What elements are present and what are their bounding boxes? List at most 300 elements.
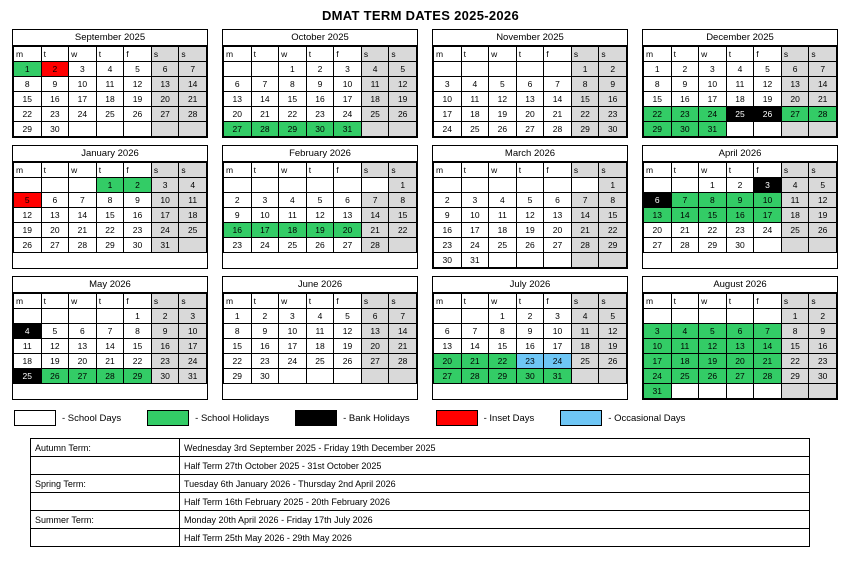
day-cell: 20 — [434, 354, 462, 369]
day-cell: 5 — [516, 193, 544, 208]
month-table — [13, 162, 207, 253]
day-cell: 21 — [461, 354, 489, 369]
day-cell: 16 — [434, 223, 462, 238]
day-cell: 13 — [224, 92, 252, 107]
day-cell: 30 — [151, 369, 179, 384]
empty-cell — [389, 369, 417, 384]
day-cell: 9 — [599, 77, 627, 92]
day-cell: 26 — [306, 238, 334, 253]
day-cell: 12 — [809, 193, 837, 208]
day-cell: 15 — [599, 208, 627, 223]
day-cell: 13 — [726, 339, 754, 354]
weekday-header: t — [41, 47, 69, 62]
empty-cell — [544, 253, 572, 268]
day-cell: 8 — [14, 77, 42, 92]
day-cell: 6 — [361, 309, 389, 324]
blank-cell — [644, 178, 672, 193]
day-cell: 1 — [96, 178, 124, 193]
day-cell: 11 — [726, 77, 754, 92]
day-cell: 1 — [699, 178, 727, 193]
weekday-header: m — [434, 47, 462, 62]
day-cell: 15 — [96, 208, 124, 223]
day-cell: 24 — [644, 369, 672, 384]
day-cell: 2 — [306, 62, 334, 77]
day-cell: 23 — [124, 223, 152, 238]
day-cell: 28 — [69, 238, 97, 253]
day-cell: 9 — [809, 324, 837, 339]
weekday-header: t — [251, 47, 279, 62]
legend-label: - Inset Days — [483, 412, 535, 424]
day-cell: 11 — [781, 193, 809, 208]
blank-cell — [461, 62, 489, 77]
week-row — [14, 193, 207, 208]
day-cell: 30 — [124, 238, 152, 253]
empty-cell — [754, 122, 782, 137]
week-row — [434, 223, 627, 238]
weekday-header: f — [754, 294, 782, 309]
day-cell: 8 — [644, 77, 672, 92]
week-row — [644, 62, 837, 77]
weekday-header: t — [726, 294, 754, 309]
day-cell: 8 — [489, 324, 517, 339]
blank-cell — [544, 178, 572, 193]
day-cell: 21 — [809, 92, 837, 107]
day-cell: 23 — [306, 107, 334, 122]
day-cell: 9 — [224, 208, 252, 223]
day-cell: 14 — [69, 208, 97, 223]
week-row — [224, 193, 417, 208]
weekday-header: s — [571, 47, 599, 62]
day-cell: 9 — [151, 324, 179, 339]
day-cell: 26 — [516, 238, 544, 253]
day-cell: 12 — [699, 339, 727, 354]
day-cell: 23 — [41, 107, 69, 122]
week-row — [224, 77, 417, 92]
day-cell: 27 — [726, 369, 754, 384]
empty-cell — [671, 384, 699, 399]
day-cell: 19 — [489, 107, 517, 122]
weekday-header: f — [544, 163, 572, 178]
day-cell: 10 — [644, 339, 672, 354]
empty-cell — [306, 369, 334, 384]
day-cell: 26 — [389, 107, 417, 122]
weekday-header: s — [179, 47, 207, 62]
blank-cell — [251, 178, 279, 193]
week-row — [644, 208, 837, 223]
weekday-header: t — [96, 47, 124, 62]
weekday-header: w — [489, 294, 517, 309]
month-name: June 2026 — [223, 277, 417, 293]
day-cell: 25 — [179, 223, 207, 238]
day-cell: 2 — [124, 178, 152, 193]
day-cell: 9 — [306, 77, 334, 92]
day-cell: 15 — [699, 208, 727, 223]
weekday-header: t — [516, 163, 544, 178]
week-row — [224, 354, 417, 369]
day-cell: 21 — [571, 223, 599, 238]
week-row — [224, 62, 417, 77]
term-label — [31, 529, 180, 547]
weekday-header: w — [279, 294, 307, 309]
weekday-header: s — [151, 47, 179, 62]
day-cell: 24 — [754, 223, 782, 238]
day-cell: 3 — [644, 324, 672, 339]
blank-cell — [41, 178, 69, 193]
day-cell: 28 — [389, 354, 417, 369]
month-name: March 2026 — [433, 146, 627, 162]
weekday-header: t — [251, 294, 279, 309]
empty-cell — [699, 384, 727, 399]
day-cell: 9 — [251, 324, 279, 339]
week-row — [644, 178, 837, 193]
term-label — [31, 493, 180, 511]
day-cell: 3 — [544, 309, 572, 324]
weekday-header: s — [389, 294, 417, 309]
blank-cell — [41, 309, 69, 324]
day-cell: 6 — [151, 62, 179, 77]
day-cell: 16 — [599, 92, 627, 107]
empty-cell — [151, 122, 179, 137]
month-table — [223, 46, 417, 137]
legend-item-occasional-days — [560, 410, 685, 426]
day-cell: 17 — [754, 208, 782, 223]
day-cell: 19 — [754, 92, 782, 107]
month-block — [222, 145, 418, 269]
week-row — [644, 92, 837, 107]
week-row — [224, 122, 417, 137]
day-cell: 23 — [599, 107, 627, 122]
day-cell: 17 — [251, 223, 279, 238]
day-cell: 21 — [361, 223, 389, 238]
blank-cell — [361, 178, 389, 193]
day-cell: 12 — [14, 208, 42, 223]
day-cell: 15 — [489, 339, 517, 354]
day-cell: 14 — [544, 92, 572, 107]
month-table — [13, 293, 207, 384]
week-row — [224, 238, 417, 253]
weekday-header-row — [434, 163, 627, 178]
day-cell: 15 — [389, 208, 417, 223]
weekday-header: t — [461, 47, 489, 62]
blank-cell — [516, 178, 544, 193]
day-cell: 21 — [251, 107, 279, 122]
weekday-header: t — [461, 294, 489, 309]
day-cell: 27 — [434, 369, 462, 384]
empty-cell — [361, 369, 389, 384]
weekday-header-row — [434, 47, 627, 62]
legend-item-school-holidays — [147, 410, 269, 426]
day-cell: 30 — [599, 122, 627, 137]
weekday-header: s — [599, 294, 627, 309]
weekday-header: s — [179, 163, 207, 178]
blank-cell — [516, 62, 544, 77]
day-cell: 7 — [754, 324, 782, 339]
week-row — [14, 369, 207, 384]
day-cell: 13 — [781, 77, 809, 92]
blank-cell — [224, 178, 252, 193]
day-cell: 21 — [389, 339, 417, 354]
week-row — [434, 253, 627, 268]
empty-cell — [781, 238, 809, 253]
weekday-header-row — [224, 47, 417, 62]
day-cell: 19 — [599, 339, 627, 354]
day-cell: 16 — [809, 339, 837, 354]
weekday-header-row — [224, 294, 417, 309]
day-cell: 30 — [251, 369, 279, 384]
blank-cell — [571, 178, 599, 193]
legend-item-bank-holidays — [295, 410, 410, 426]
legend-swatch-icon — [147, 410, 189, 426]
day-cell: 10 — [461, 208, 489, 223]
day-cell: 9 — [124, 193, 152, 208]
day-cell: 21 — [754, 354, 782, 369]
day-cell: 15 — [14, 92, 42, 107]
weekday-header: s — [571, 294, 599, 309]
weekday-header: s — [599, 47, 627, 62]
week-row — [434, 62, 627, 77]
day-cell: 7 — [179, 62, 207, 77]
day-cell: 25 — [14, 369, 42, 384]
weekday-header-row — [14, 47, 207, 62]
day-cell: 1 — [644, 62, 672, 77]
day-cell: 14 — [754, 339, 782, 354]
blank-cell — [461, 309, 489, 324]
day-cell: 3 — [334, 62, 362, 77]
calendar-grid — [0, 29, 841, 400]
day-cell: 4 — [361, 62, 389, 77]
day-cell: 3 — [434, 77, 462, 92]
day-cell: 17 — [279, 339, 307, 354]
day-cell: 2 — [251, 309, 279, 324]
day-cell: 23 — [671, 107, 699, 122]
week-row — [14, 324, 207, 339]
day-cell: 27 — [224, 122, 252, 137]
week-row — [434, 238, 627, 253]
blank-cell — [69, 309, 97, 324]
day-cell: 2 — [671, 62, 699, 77]
empty-cell — [809, 122, 837, 137]
day-cell: 18 — [726, 92, 754, 107]
day-cell: 19 — [41, 354, 69, 369]
week-row — [14, 178, 207, 193]
weekday-header: m — [644, 47, 672, 62]
day-cell: 28 — [571, 238, 599, 253]
term-dates: Half Term 25th May 2026 - 29th May 2026 — [180, 529, 810, 547]
day-cell: 18 — [179, 208, 207, 223]
month-block — [432, 145, 628, 269]
day-cell: 1 — [124, 309, 152, 324]
day-cell: 19 — [306, 223, 334, 238]
week-row — [14, 122, 207, 137]
day-cell: 8 — [571, 77, 599, 92]
weekday-header-row — [14, 163, 207, 178]
day-cell: 1 — [571, 62, 599, 77]
week-row — [14, 309, 207, 324]
day-cell: 7 — [809, 62, 837, 77]
term-dates: Monday 20th April 2026 - Friday 17th July 2026 — [180, 511, 810, 529]
day-cell: 3 — [179, 309, 207, 324]
weekday-header: f — [754, 163, 782, 178]
day-cell: 4 — [726, 62, 754, 77]
day-cell: 17 — [434, 107, 462, 122]
day-cell: 2 — [434, 193, 462, 208]
month-name: May 2026 — [13, 277, 207, 293]
day-cell: 27 — [544, 238, 572, 253]
day-cell: 21 — [179, 92, 207, 107]
day-cell: 19 — [699, 354, 727, 369]
blank-cell — [671, 309, 699, 324]
day-cell: 6 — [224, 77, 252, 92]
day-cell: 10 — [69, 77, 97, 92]
weekday-header: t — [41, 163, 69, 178]
day-cell: 29 — [489, 369, 517, 384]
day-cell: 5 — [699, 324, 727, 339]
week-row — [224, 339, 417, 354]
week-row — [644, 384, 837, 399]
legend-label: - School Days — [62, 412, 122, 424]
day-cell: 7 — [461, 324, 489, 339]
day-cell: 8 — [279, 77, 307, 92]
day-cell: 6 — [434, 324, 462, 339]
day-cell: 11 — [361, 77, 389, 92]
month-name: December 2025 — [643, 30, 837, 46]
blank-cell — [434, 309, 462, 324]
day-cell: 8 — [224, 324, 252, 339]
day-cell: 10 — [754, 193, 782, 208]
day-cell: 28 — [671, 238, 699, 253]
day-cell: 22 — [781, 354, 809, 369]
week-row — [224, 107, 417, 122]
legend-swatch-icon — [560, 410, 602, 426]
day-cell: 7 — [389, 309, 417, 324]
weekday-header: w — [489, 47, 517, 62]
day-cell: 24 — [699, 107, 727, 122]
blank-cell — [544, 62, 572, 77]
day-cell: 30 — [671, 122, 699, 137]
empty-cell — [599, 253, 627, 268]
week-row — [644, 354, 837, 369]
term-row — [31, 475, 810, 493]
day-cell: 10 — [334, 77, 362, 92]
weekday-header: w — [489, 163, 517, 178]
empty-cell — [389, 238, 417, 253]
day-cell: 25 — [671, 369, 699, 384]
month-table — [643, 46, 837, 137]
term-label — [31, 457, 180, 475]
day-cell: 11 — [489, 208, 517, 223]
day-cell: 31 — [461, 253, 489, 268]
weekday-header: t — [671, 294, 699, 309]
day-cell: 2 — [224, 193, 252, 208]
day-cell: 18 — [279, 223, 307, 238]
day-cell: 3 — [699, 62, 727, 77]
day-cell: 20 — [151, 92, 179, 107]
day-cell: 11 — [671, 339, 699, 354]
weekday-header: w — [699, 294, 727, 309]
empty-cell — [781, 384, 809, 399]
week-row — [434, 309, 627, 324]
day-cell: 12 — [516, 208, 544, 223]
day-cell: 8 — [124, 324, 152, 339]
weekday-header: f — [124, 163, 152, 178]
empty-cell — [726, 122, 754, 137]
day-cell: 18 — [96, 92, 124, 107]
weekday-header: s — [599, 163, 627, 178]
weekday-header: s — [809, 163, 837, 178]
day-cell: 9 — [671, 77, 699, 92]
month-block — [432, 276, 628, 400]
day-cell: 27 — [361, 354, 389, 369]
blank-cell — [754, 309, 782, 324]
weekday-header: t — [306, 163, 334, 178]
day-cell: 2 — [151, 309, 179, 324]
weekday-header-row — [644, 163, 837, 178]
day-cell: 16 — [516, 339, 544, 354]
blank-cell — [306, 178, 334, 193]
day-cell: 4 — [571, 309, 599, 324]
week-row — [224, 369, 417, 384]
day-cell: 4 — [461, 77, 489, 92]
week-row — [644, 77, 837, 92]
day-cell: 1 — [781, 309, 809, 324]
day-cell: 22 — [489, 354, 517, 369]
day-cell: 9 — [516, 324, 544, 339]
day-cell: 15 — [571, 92, 599, 107]
weekday-header: f — [544, 294, 572, 309]
weekday-header: w — [279, 163, 307, 178]
week-row — [434, 369, 627, 384]
day-cell: 12 — [389, 77, 417, 92]
week-row — [14, 223, 207, 238]
legend — [0, 410, 841, 426]
week-row — [434, 92, 627, 107]
month-block — [12, 145, 208, 269]
day-cell: 25 — [726, 107, 754, 122]
legend-swatch-icon — [14, 410, 56, 426]
blank-cell — [251, 62, 279, 77]
day-cell: 1 — [599, 178, 627, 193]
day-cell: 26 — [599, 354, 627, 369]
day-cell: 16 — [151, 339, 179, 354]
weekday-header: w — [69, 163, 97, 178]
day-cell: 5 — [124, 62, 152, 77]
empty-cell — [124, 122, 152, 137]
week-row — [14, 238, 207, 253]
weekday-header-row — [14, 294, 207, 309]
day-cell: 25 — [306, 354, 334, 369]
day-cell: 30 — [726, 238, 754, 253]
day-cell: 7 — [251, 77, 279, 92]
day-cell: 22 — [389, 223, 417, 238]
month-name: July 2026 — [433, 277, 627, 293]
day-cell: 9 — [726, 193, 754, 208]
legend-label: - School Holidays — [195, 412, 270, 424]
term-label: Summer Term: — [31, 511, 180, 529]
day-cell: 30 — [434, 253, 462, 268]
day-cell: 16 — [124, 208, 152, 223]
day-cell: 29 — [279, 122, 307, 137]
day-cell: 26 — [699, 369, 727, 384]
day-cell: 14 — [809, 77, 837, 92]
week-row — [14, 62, 207, 77]
day-cell: 16 — [41, 92, 69, 107]
day-cell: 11 — [14, 339, 42, 354]
day-cell: 12 — [489, 92, 517, 107]
day-cell: 29 — [781, 369, 809, 384]
week-row — [434, 208, 627, 223]
week-row — [434, 77, 627, 92]
day-cell: 24 — [69, 107, 97, 122]
